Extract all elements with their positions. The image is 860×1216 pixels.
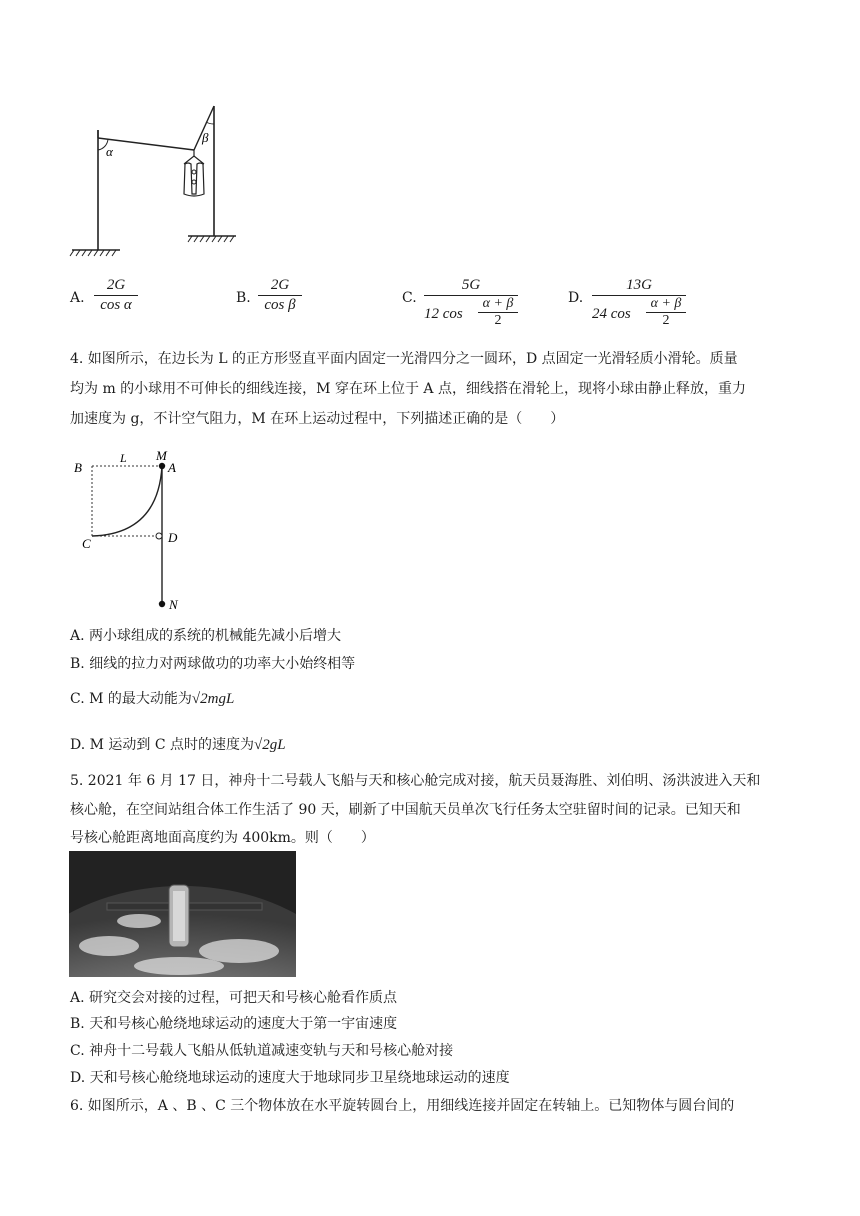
label-l: L [120,451,127,465]
q5-line-1: 5. 2021 年 6 月 17 日，神舟十二号载人飞船与天和核心舱完成对接，航天员聂海胜、刘伯明、汤洪波进入天和 [70,773,761,789]
label-a: A [168,460,176,475]
q4-line-3: 加速度为 g，不计空气阻力，M 在环上运动过程中，下列描述正确的是（ ） [70,411,565,427]
q3-option-d-label: D. [568,290,584,306]
q5-line-3: 号核心舱距离地面高度约为 400km。则（ ） [70,830,375,846]
q3-option-a-label: A. [70,290,85,306]
q4-option-b: B. 细线的拉力对两球做功的功率大小始终相等 [70,656,356,672]
q3-option-d-den-num: α + β [646,296,686,313]
q6-line-1: 6. 如图所示，A 、B 、C 三个物体放在水平旋转圆台上，用细线连接并固定在转轴上。已知物体与圆台间的 [70,1098,735,1114]
q5-option-a: A. 研究交会对接的过程，可把天和号核心舱看作质点 [70,990,398,1006]
label-d: D [168,530,178,545]
label-n: N [169,597,178,612]
q4-option-c-math: √2mgL [191,691,235,707]
q4-line-1: 4. 如图所示，在边长为 L 的正方形竖直平面内固定一光滑四分之一圆环，D 点固定一光滑轻质小滑轮。质量 [70,351,738,367]
q3-option-b-label: B. [236,290,251,306]
q3-option-a-den: cos α [100,297,132,313]
label-b: B [74,460,82,475]
q3-option-d-num: 13G [592,277,686,296]
q3-option-c-label: C. [402,290,417,306]
q3-option-d-den-den: 2 [662,313,670,328]
label-m: M [156,448,167,463]
q4-option-c [70,690,234,708]
space-station-photo [69,851,296,977]
q4-option-d-math: √2gL [254,737,286,753]
q3-option-a-fraction [94,277,138,314]
q3-option-d-fraction [592,277,686,335]
q5-option-b: B. 天和号核心舱绕地球运动的速度大于第一宇宙速度 [70,1016,398,1032]
q3-option-b-fraction [258,277,302,314]
q4-line-2: 均为 m 的小球用不可伸长的细线连接，M 穿在环上位于 A 点，细线搭在滑轮上，现将小球由静止释放，重力 [70,381,746,397]
q4-option-c-text: C. M 的最大动能为 [70,691,192,707]
q5-option-d: D. 天和号核心舱绕地球运动的速度大于地球同步卫星绕地球运动的速度 [70,1070,510,1086]
q3-option-c-den-den: 2 [494,313,502,328]
q3-diagram [64,98,244,268]
alpha-label: α [106,144,113,159]
q4-option-d [70,736,286,754]
q3-option-b-den: cos β [264,297,296,313]
label-c: C [82,536,91,551]
q4-option-a: A. 两小球组成的系统的机械能先减小后增大 [70,628,342,644]
q4-option-d-text: D. M 运动到 C 点时的速度为 [70,737,255,753]
q3-option-d-den-coef: 24 cos [592,306,631,322]
q4-diagram [70,448,200,618]
q3-option-c-den-coef: 12 cos [424,306,463,322]
q3-option-a-num: 2G [94,277,138,296]
q3-option-c-num: 5G [424,277,518,296]
q3-option-c-den-num: α + β [478,296,518,313]
beta-label: β [202,130,209,145]
q5-line-2: 核心舱，在空间站组合体工作生活了 90 天，刷新了中国航天员单次飞行任务太空驻留时间的记录。已知天和 [70,802,741,818]
q3-option-c-fraction [424,277,518,335]
q3-option-b-num: 2G [258,277,302,296]
q5-option-c: C. 神舟十二号载人飞船从低轨道减速变轨与天和号核心舱对接 [70,1043,454,1059]
